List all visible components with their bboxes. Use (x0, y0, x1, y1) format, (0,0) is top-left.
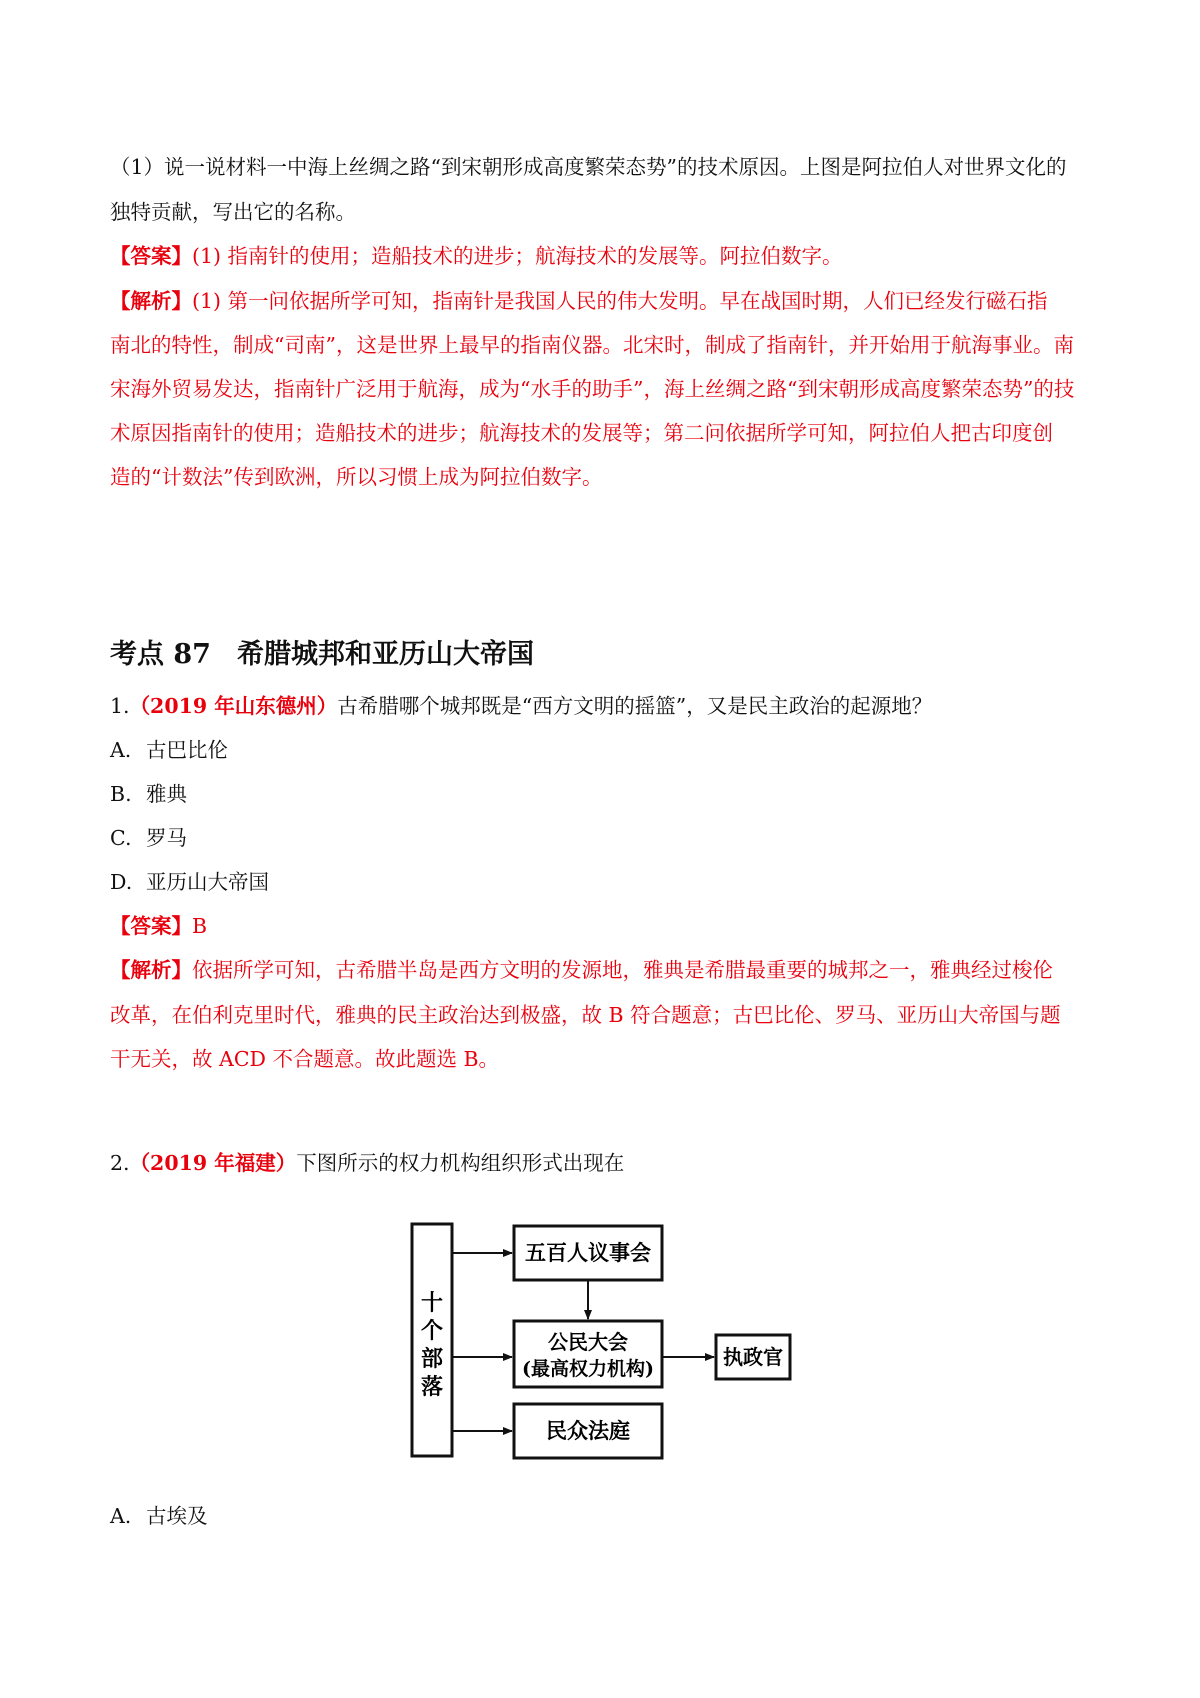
option-text: 古埃及 (146, 1504, 208, 1528)
analysis-tag: 【解析】 (110, 958, 192, 982)
prev-analysis-line-2: 南北的特性，制成“司南”，这是世界上最早的指南仪器。北宋时，制成了指南针，并开始用于航海事业。南 (110, 333, 1074, 357)
q1-analysis-line-3: 干无关，故 ACD 不合题意。故此题选 B。 (110, 1047, 500, 1071)
q2-option-a (110, 1503, 1100, 1529)
q1-source: （2019 年山东德州） (129, 694, 338, 718)
tribes-char-3: 部 (420, 1346, 444, 1372)
analysis-tag: 【解析】 (110, 289, 192, 313)
tribes-char-1: 十 (420, 1290, 444, 1316)
option-text: 罗马 (146, 826, 187, 850)
q2-source: （2019 年福建） (129, 1151, 297, 1175)
analysis-text: (1) 第一问依据所学可知，指南针是我国人民的伟大发明。早在战国时期，人们已经发行磁石指 (192, 289, 1048, 313)
option-text: 雅典 (146, 782, 187, 806)
q1-analysis-line-2: 改革，在伯利克里时代，雅典的民主政治达到极盛，故 B 符合题意；古巴比伦、罗马、亚历山大帝国与题 (110, 1003, 1061, 1027)
assembly-label-line-2: (最高权力机构) (522, 1358, 654, 1380)
prev-question-line-2: 独特贡献，写出它的名称。 (110, 200, 356, 224)
analysis-text: 依据所学可知，古希腊半岛是西方文明的发源地，雅典是希腊最重要的城邦之一，雅典经过梭伦 (192, 958, 1053, 982)
assembly-label-line-1: 公民大会 (548, 1330, 628, 1354)
option-letter: C. (110, 826, 132, 850)
tribes-char-2: 个 (420, 1318, 444, 1344)
q1-number: 1. (110, 694, 130, 718)
section-number: 考点 87 (110, 639, 211, 670)
prev-analysis-line-3: 宋海外贸易发达，指南针广泛用于航海，成为“水手的助手”，海上丝绸之路“到宋朝形成高度繁荣态势”的技 (110, 377, 1075, 401)
answer-tag: 【答案】 (110, 914, 192, 938)
prev-analysis-line-5: 造的“计数法”传到欧洲，所以习惯上成为阿拉伯数字。 (110, 465, 603, 489)
option-letter: B. (110, 782, 132, 806)
section-title: 希腊城邦和亚历山大帝国 (236, 639, 534, 670)
option-letter: D. (110, 870, 133, 894)
prev-question-line-1: （1）说一说材料一中海上丝绸之路“到宋朝形成高度繁荣态势”的技术原因。上图是阿拉伯人对世界文化的 (110, 155, 1067, 179)
archon-label: 执政官 (723, 1345, 783, 1369)
option-text: 亚历山大帝国 (146, 870, 269, 894)
q2-number: 2. (110, 1151, 130, 1175)
council-label: 五百人议事会 (525, 1240, 651, 1265)
answer-text: B (192, 914, 208, 938)
option-text: 古巴比伦 (146, 738, 228, 762)
tribes-char-4: 落 (420, 1374, 444, 1400)
option-letter: A. (110, 1504, 132, 1528)
court-label: 民众法庭 (546, 1418, 630, 1443)
q2-stem-text: 下图所示的权力机构组织形式出现在 (296, 1151, 625, 1175)
q1-stem-text: 古希腊哪个城邦既是“西方文明的摇篮”，又是民主政治的起源地？ (337, 694, 933, 718)
answer-text: (1) 指南针的使用；造船技术的进步；航海技术的发展等。阿拉伯数字。 (192, 244, 843, 268)
prev-analysis-line-4: 术原因指南针的使用；造船技术的进步；航海技术的发展等；第二问依据所学可知，阿拉伯人把古印度创 (110, 421, 1053, 445)
answer-tag: 【答案】 (110, 244, 192, 268)
option-letter: A. (110, 738, 132, 762)
